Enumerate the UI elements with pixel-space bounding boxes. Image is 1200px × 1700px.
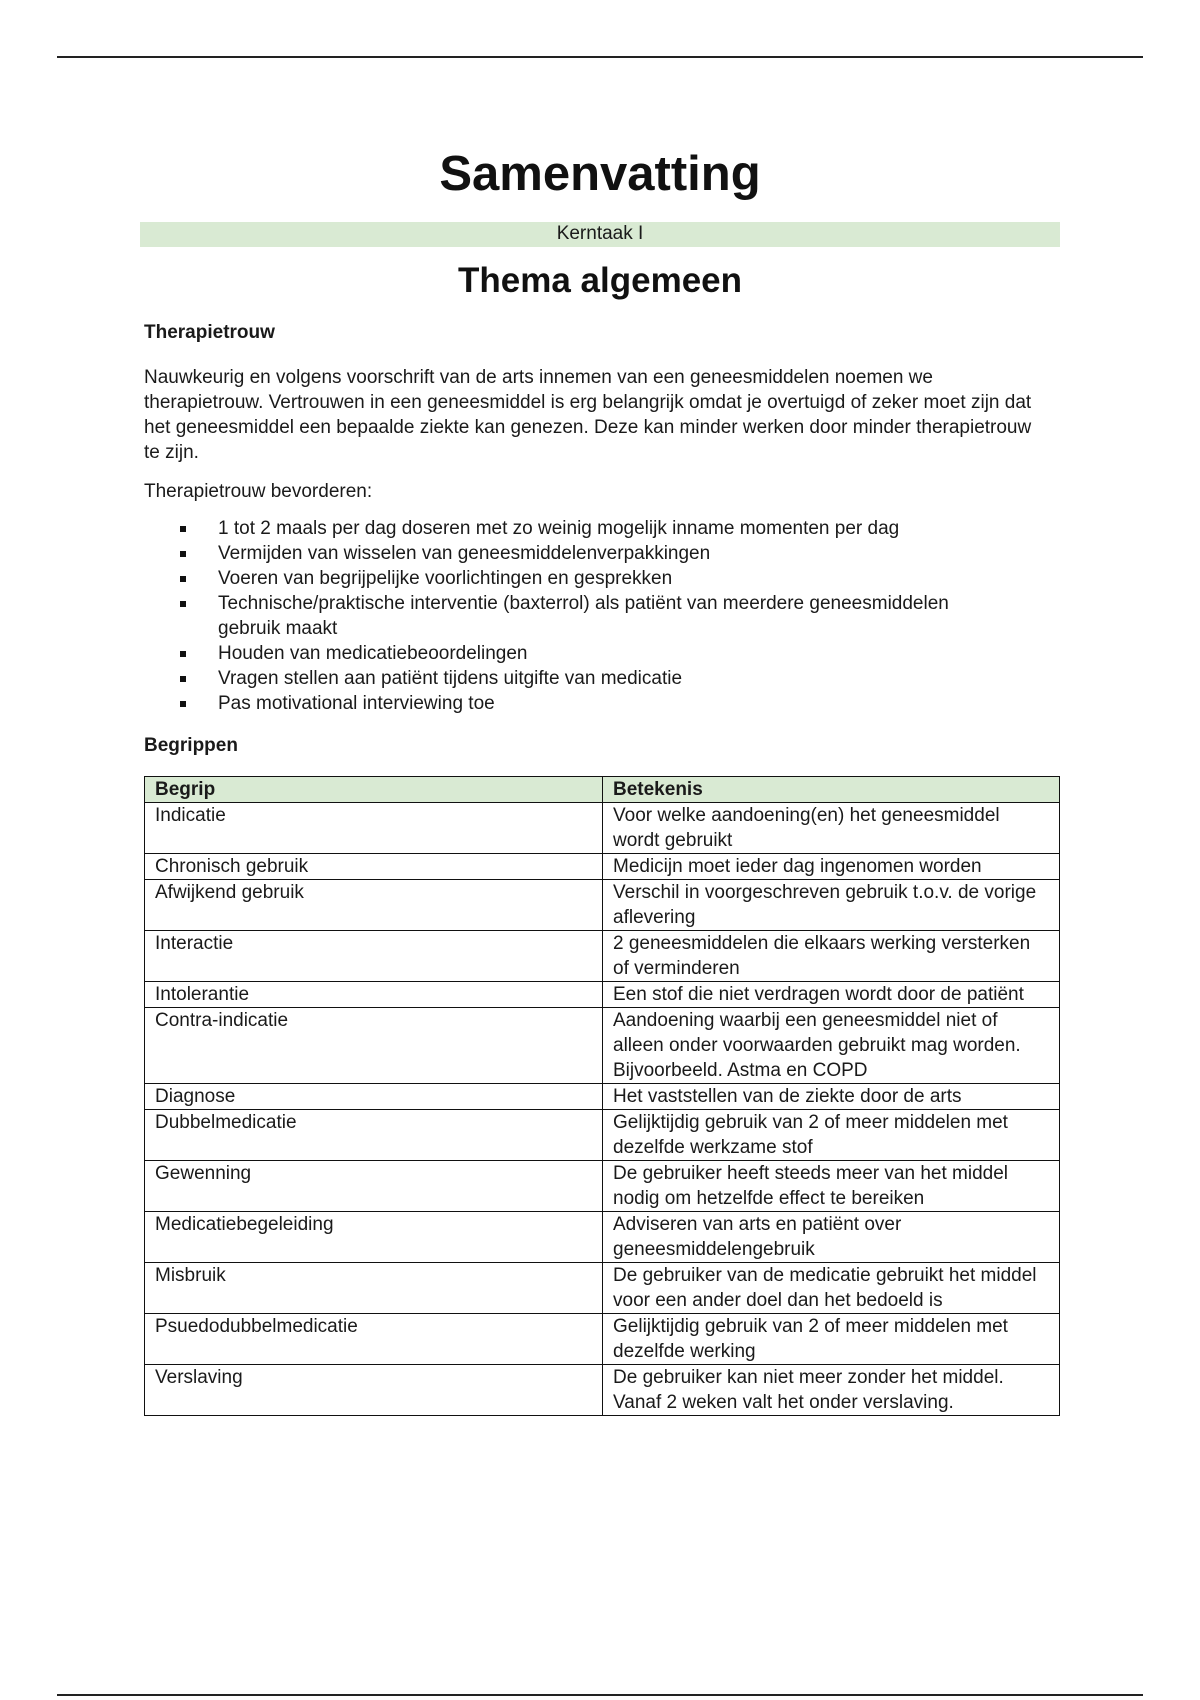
table-row [145,931,1060,982]
table-row [145,803,1060,854]
definition-cell: Verschil in voorgeschreven gebruik t.o.v. de vorige aflevering [603,880,1060,931]
definition-cell: Aandoening waarbij een geneesmiddel niet of alleen onder voorwaarden gebruikt mag worden. Bijvoorbeeld. Astma en COPD [603,1008,1060,1084]
term-cell: Misbruik [145,1263,603,1314]
begrippen-table [144,776,1060,1416]
theme-heading: Thema algemeen [458,261,742,300]
table-row [145,1314,1060,1365]
bullet-icon [180,601,186,607]
column-header-begrip: Begrip [145,777,603,803]
bullet-icon [180,551,186,557]
table-row [145,1161,1060,1212]
term-cell: Verslaving [145,1365,603,1416]
table-row [145,1110,1060,1161]
definition-cell: Medicijn moet ieder dag ingenomen worden [603,854,1060,880]
term-cell: Afwijkend gebruik [145,880,603,931]
term-cell: Chronisch gebruik [145,854,603,880]
list-item: Vragen stellen aan patiënt tijdens uitgifte van medicatie [180,666,978,691]
list-item: Voeren van begrijpelijke voorlichtingen en gesprekken [180,566,978,591]
list-item: Vermijden van wisselen van geneesmiddelenverpakkingen [180,541,978,566]
bullet-icon [180,526,186,532]
definition-cell: Het vaststellen van de ziekte door de arts [603,1084,1060,1110]
definition-cell: 2 geneesmiddelen die elkaars werking versterken of verminderen [603,931,1060,982]
document-page [140,120,1060,1416]
table-row [145,1084,1060,1110]
table-row [145,854,1060,880]
table-header-row [145,777,1060,803]
definition-cell: De gebruiker kan niet meer zonder het middel. Vanaf 2 weken valt het onder verslaving. [603,1365,1060,1416]
term-cell: Interactie [145,931,603,982]
bullet-icon [180,701,186,707]
table-row [145,1263,1060,1314]
term-cell: Diagnose [145,1084,603,1110]
table-row [145,1008,1060,1084]
term-cell: Gewenning [145,1161,603,1212]
promote-label: Therapietrouw bevorderen: [144,481,373,502]
bullet-icon [180,676,186,682]
list-item: 1 tot 2 maals per dag doseren met zo weinig mogelijk inname momenten per dag [180,516,978,541]
begrippen-heading: Begrippen [144,735,238,756]
definition-cell: De gebruiker van de medicatie gebruikt het middel voor een ander doel dan het bedoeld is [603,1263,1060,1314]
bullet-icon [180,576,186,582]
definition-cell: Adviseren van arts en patiënt over geneesmiddelengebruik [603,1212,1060,1263]
table-row [145,982,1060,1008]
term-cell: Psuedodubbelmedicatie [145,1314,603,1365]
list-item: Houden van medicatiebeoordelingen [180,641,978,666]
term-cell: Intolerantie [145,982,603,1008]
definition-cell: Een stof die niet verdragen wordt door de patiënt [603,982,1060,1008]
promote-list [140,516,1060,716]
term-cell: Dubbelmedicatie [145,1110,603,1161]
therapietrouw-heading: Therapietrouw [144,322,275,343]
term-cell: Indicatie [145,803,603,854]
table-row [145,1365,1060,1416]
list-item: Pas motivational interviewing toe [180,691,978,716]
top-rule [57,56,1143,58]
term-cell: Contra-indicatie [145,1008,603,1084]
definition-cell: De gebruiker heeft steeds meer van het middel nodig om hetzelfde effect te bereiken [603,1161,1060,1212]
term-cell: Medicatiebegeleiding [145,1212,603,1263]
definition-cell: Voor welke aandoening(en) het geneesmiddel wordt gebruikt [603,803,1060,854]
kerntaak-banner: Kerntaak I [140,222,1060,247]
definition-cell: Gelijktijdig gebruik van 2 of meer middelen met dezelfde werkzame stof [603,1110,1060,1161]
therapietrouw-paragraph: Nauwkeurig en volgens voorschrift van de arts innemen van een geneesmiddelen noemen we therapietrouw. Vertrouwen in een geneesmiddel is erg belangrijk omdat je overtuigd of zeker moet zijn dat het geneesmiddel een bepaalde ziekte kan genezen. Deze kan minder werken door minder therapietrouw te zijn. [144,367,1032,463]
table-row [145,1212,1060,1263]
bottom-rule [57,1694,1143,1696]
document-title: Samenvatting [439,147,761,201]
definition-cell: Gelijktijdig gebruik van 2 of meer middelen met dezelfde werking [603,1314,1060,1365]
bullet-icon [180,651,186,657]
table-row [145,880,1060,931]
list-item: Technische/praktische interventie (baxterrol) als patiënt van meerdere geneesmiddelen gebruik maakt [180,591,978,641]
column-header-betekenis: Betekenis [603,777,1060,803]
